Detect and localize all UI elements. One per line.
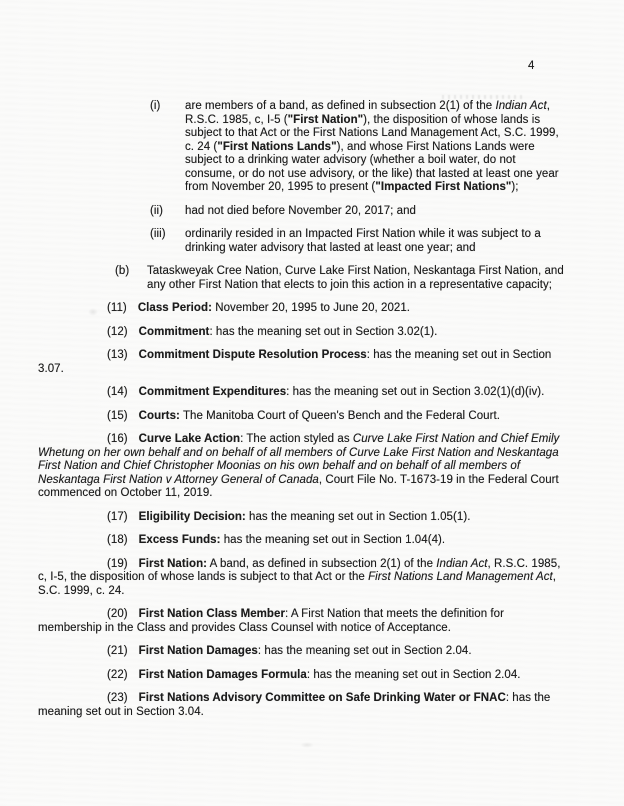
paragraph-text: First Nations Advisory Committee on Safe Drinking Water or FNAC: has the meaning set out in Section 3.04. [38, 692, 551, 718]
definition-paragraph [38, 302, 566, 316]
paragraph-text: Commitment: has the meaning set out in Section 3.02(1). [138, 325, 438, 338]
paragraph-marker: (ii) [150, 204, 163, 217]
definition-paragraph [150, 100, 566, 195]
paragraph-marker: (19) [107, 557, 128, 570]
definition-paragraph [150, 205, 566, 219]
paragraph-marker: (11) [107, 302, 127, 314]
paragraph-text: Commitment Expenditures: has the meaning set out in Section 3.02(1)(d)(iv). [138, 386, 545, 398]
paragraph-text: First Nation: A band, as defined in subsection 2(1) of the Indian Act, R.S.C. 1985, c, I-5, the disposition of whose lands is subject to that Act or the First Nations Land Management Act, S.C. 1999, c. 24. [38, 557, 561, 597]
paragraph-marker: (i) [150, 100, 161, 112]
paragraph-text: Eligibility Decision: has the meaning set out in Section 1.05(1). [138, 510, 471, 523]
definition-paragraph [38, 511, 566, 525]
paragraph-text: Excess Funds: has the meaning set out in Section 1.04(4). [138, 534, 446, 546]
definition-paragraph [38, 433, 566, 501]
definition-paragraph [115, 265, 566, 292]
definition-paragraph [38, 645, 566, 659]
paragraph-marker: (17) [107, 510, 128, 523]
document-body [38, 100, 566, 729]
definition-paragraph [38, 410, 566, 424]
paragraph-text: Curve Lake Action: The action styled as Curve Lake First Nation and Chief Emily Whetung on her own behalf and on behalf of all members of Curve Lake First Nation and Neskantaga First Nation and Chief Christopher Moonias on his own behalf and on behalf of all members of Neskantaga First Nation v Attorney General of Canada, Court File No. T-1673-19 in the Federal Court commenced on October 11, 2019. [38, 433, 560, 499]
paragraph-text: Courts: The Manitoba Court of Queen's Bench and the Federal Court. [138, 409, 500, 422]
paragraph-marker: (22) [107, 668, 128, 681]
paragraph-text: Tataskweyak Cree Nation, Curve Lake First Nation, Neskantaga First Nation, and any other First Nation that elects to join this action in a representative capacity; [147, 265, 564, 291]
paragraph-marker: (21) [107, 645, 128, 657]
definition-paragraph [150, 228, 566, 255]
paragraph-marker: (23) [107, 692, 128, 704]
paragraph-marker: (14) [107, 386, 128, 398]
paragraph-marker: (16) [107, 433, 128, 445]
definition-paragraph [38, 692, 566, 719]
paragraph-marker: (15) [107, 409, 128, 422]
paragraph-text: First Nation Class Member: A First Nation that meets the definition for membership in the Class and provides Class Counsel with notice of Acceptance. [38, 608, 504, 634]
scan-artifact [442, 95, 522, 99]
definition-paragraph [38, 386, 566, 400]
definition-paragraph [38, 349, 566, 376]
definition-paragraph [38, 534, 566, 548]
paragraph-marker: (12) [107, 325, 128, 338]
paragraph-text: Class Period: November 20, 1995 to June 20, 2021. [137, 302, 411, 314]
paragraph-marker: (iii) [150, 228, 166, 240]
scan-artifact [300, 742, 314, 748]
paragraph-marker: (20) [107, 608, 128, 620]
definition-paragraph [38, 669, 566, 683]
paragraph-text: had not died before November 20, 2017; and [185, 204, 416, 217]
paragraph-text: First Nation Damages Formula: has the meaning set out in Section 2.04. [138, 668, 521, 681]
paragraph-text: First Nation Damages: has the meaning set out in Section 2.04. [138, 645, 472, 657]
definition-paragraph [38, 608, 566, 635]
paragraph-marker: (b) [115, 265, 130, 277]
paragraph-text: are members of a band, as defined in subsection 2(1) of the Indian Act, R.S.C. 1985, c, I-5 ("First Nation"), the disposition of whose lands is subject to that Act or the First Nations Land Management Act, S.C. 1999, c. 24 ("First Nations Lands"), and whose First Nations Lands were subject to a drinking water advisory (whether a boil water, do not consume, or do not use advisory, or the like) that lasted at least one year from November 20, 1995 to present ("Impacted First Nations"); [185, 100, 559, 193]
paragraph-marker: (13) [107, 349, 128, 361]
definition-paragraph [38, 558, 566, 599]
page-number: 4 [528, 60, 535, 72]
paragraph-marker: (18) [107, 534, 128, 546]
paragraph-text: Commitment Dispute Resolution Process: has the meaning set out in Section 3.07. [38, 349, 552, 375]
definition-paragraph [38, 326, 566, 340]
paragraph-text: ordinarily resided in an Impacted First Nation while it was subject to a drinking water advisory that lasted at least one year; and [185, 228, 541, 254]
